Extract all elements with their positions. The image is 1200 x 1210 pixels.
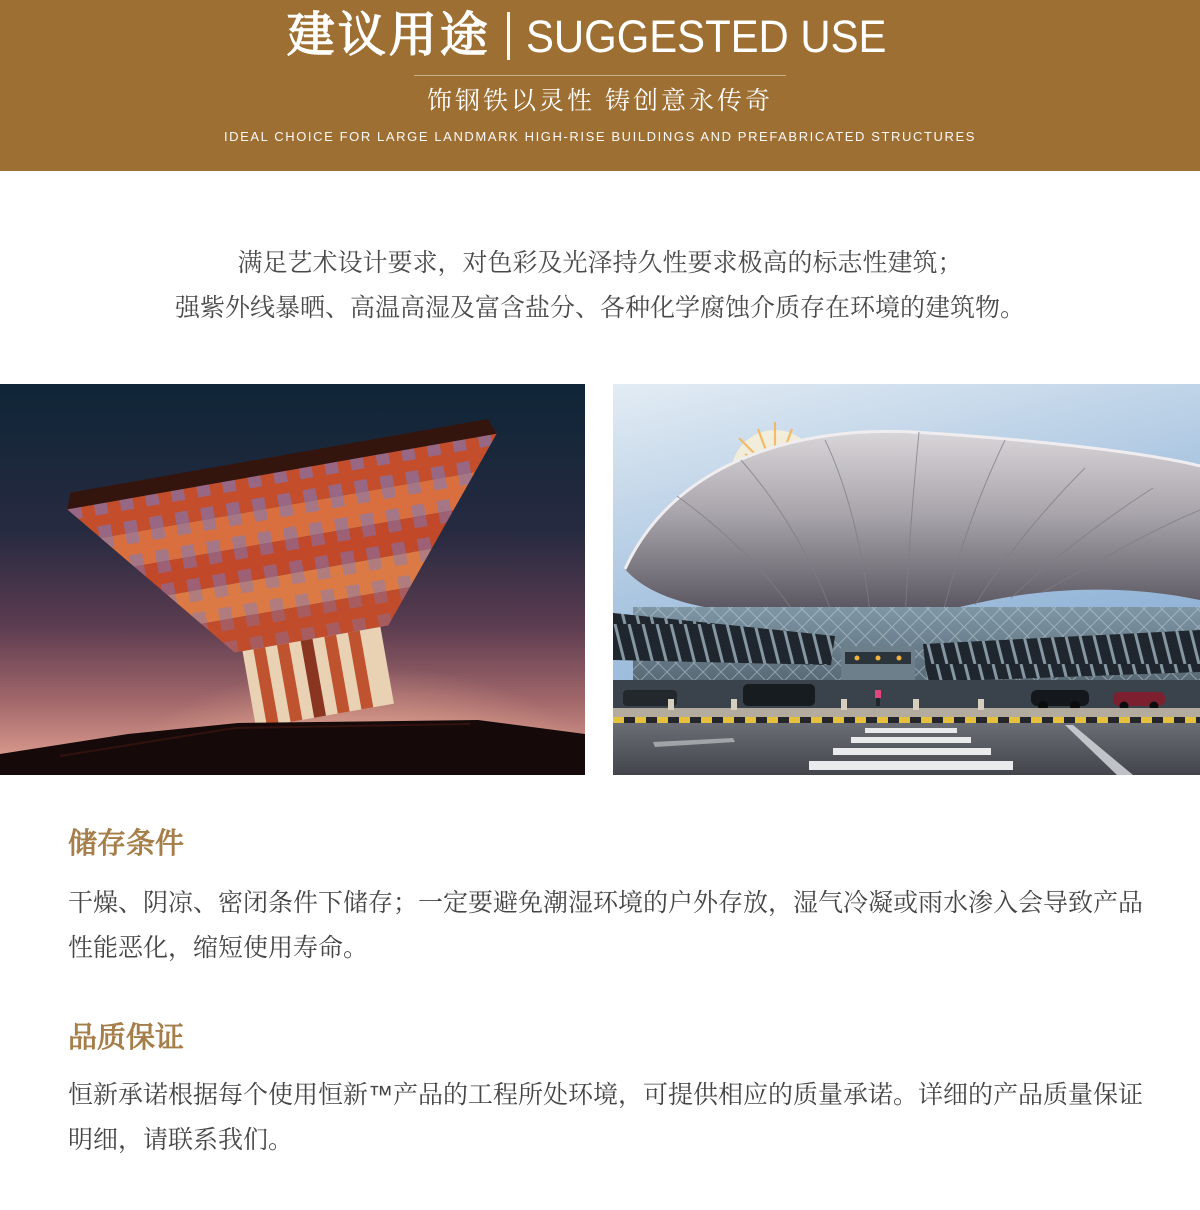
- china-pavilion-night-photo: [0, 384, 585, 775]
- storage-conditions-heading: 储存条件: [68, 828, 185, 860]
- banner-underline: [414, 75, 786, 76]
- photo-gallery: [0, 384, 1200, 775]
- banner-title-en: SUGGESTED USE: [525, 10, 887, 62]
- banner-slogan: 饰钢铁以灵性 铸创意永传奇: [427, 87, 773, 115]
- banner-tagline-en: IDEAL CHOICE FOR LARGE LANDMARK HIGH-RISE BUILDINGS AND PREFABRICATED STRUCTURES: [223, 128, 977, 144]
- intro-line-2: 强紫外线暴晒、高温高湿及富含盐分、各种化学腐蚀介质存在环境的建筑物。: [174, 294, 1025, 322]
- banner-title: [0, 7, 1200, 65]
- quality-assurance-heading: 品质保证: [68, 1022, 185, 1054]
- banner-title-separator: [507, 12, 510, 60]
- suggested-use-banner: [0, 0, 1200, 171]
- airport-terminal-photo: [613, 384, 1200, 775]
- storage-conditions-body: 干燥、阴凉、密闭条件下储存；一定要避免潮湿环境的户外存放，湿气冷凝或雨水渗入会导致产品性能恶化，缩短使用寿命。: [68, 889, 1144, 962]
- banner-title-zh: 建议用途: [286, 9, 491, 62]
- quality-assurance-body: 恒新承诺根据每个使用恒新™产品的工程所处环境，可提供相应的质量承诺。详细的产品质量保证明细，请联系我们。: [68, 1081, 1144, 1154]
- section-quality-assurance: [68, 1021, 1145, 1163]
- section-storage-conditions: [68, 827, 1145, 971]
- intro-paragraph: [0, 241, 1200, 331]
- intro-line-1: 满足艺术设计要求，对色彩及光泽持久性要求极高的标志性建筑；: [237, 249, 963, 277]
